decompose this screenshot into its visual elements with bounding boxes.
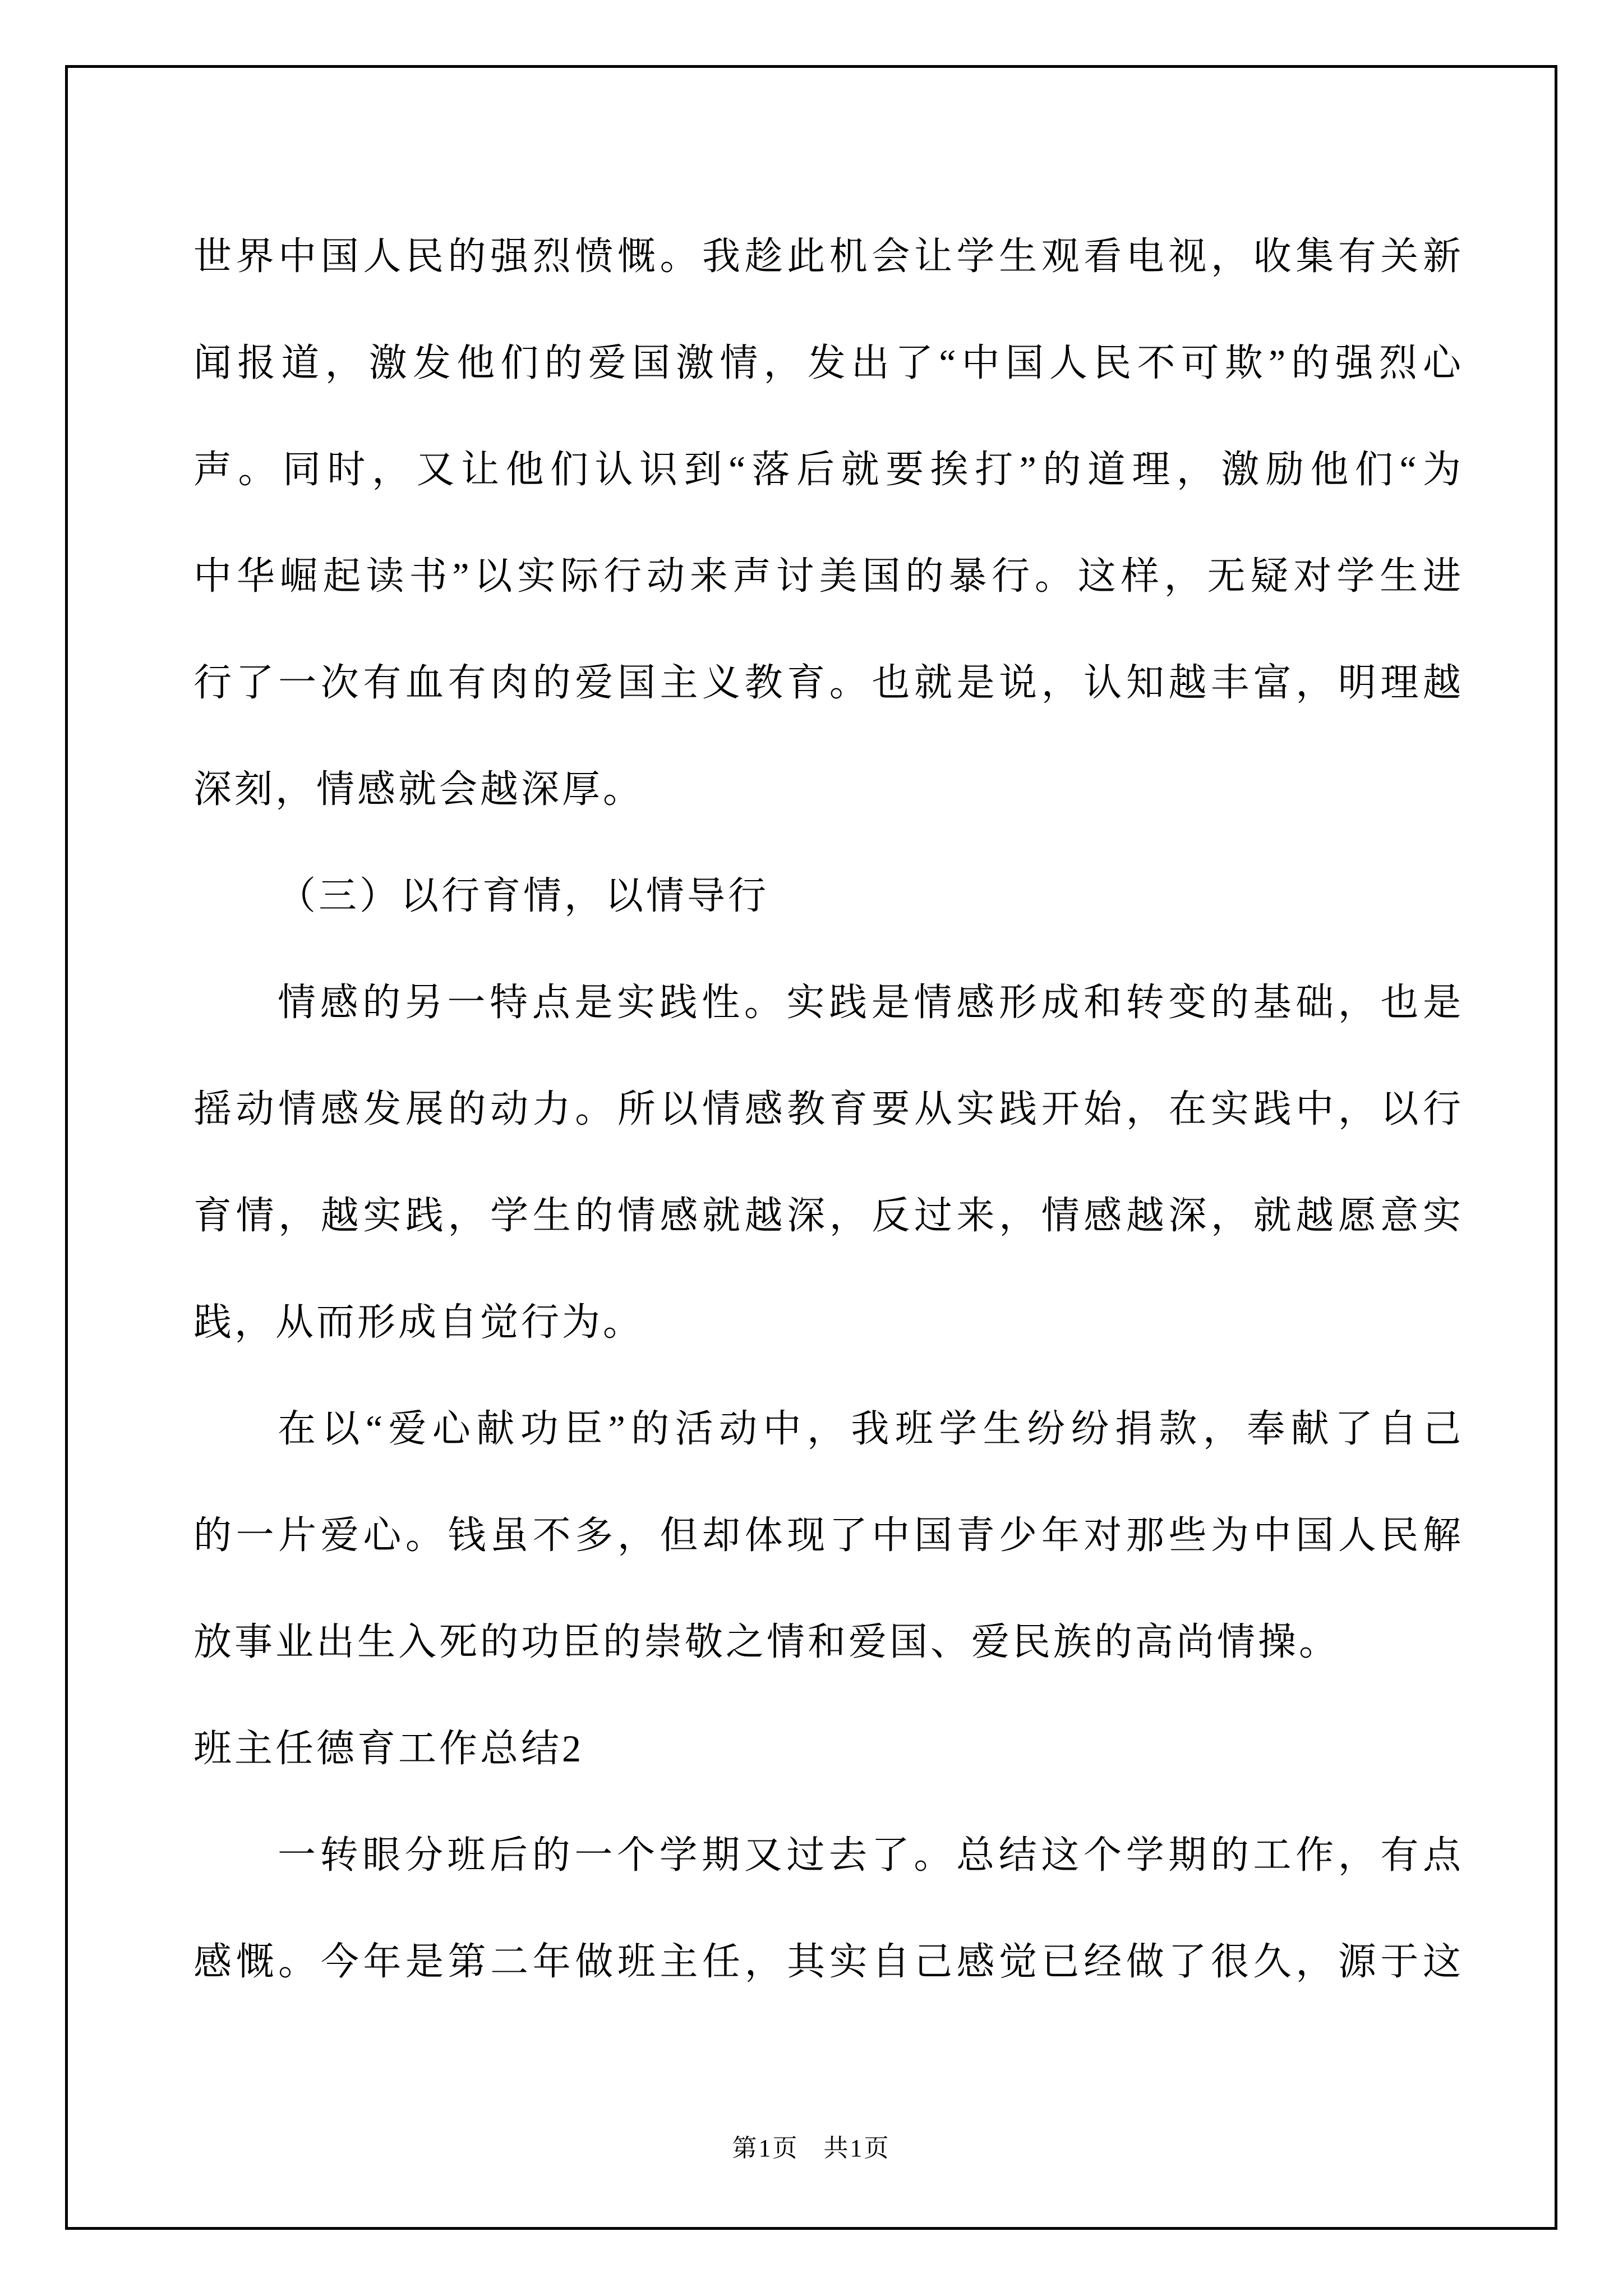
text-line: 践，从而形成自觉行为。 <box>193 1301 644 1343</box>
text-line: 声。同时，又让他们认识到“落后就要挨打”的道理，激励他们“为 <box>193 448 1464 491</box>
subsection-heading: （三）以行育情，以情导行 <box>278 875 769 917</box>
text-line: 情感的另一特点是实践性。实践是情感形成和转变的基础，也是 <box>278 981 1464 1024</box>
text-line: 闻报道，激发他们的爱国激情，发出了“中国人民不可欺”的强烈心 <box>193 342 1464 384</box>
page-count-label: 共1页 <box>823 2134 891 2162</box>
text-line: 育情，越实践，学生的情感就越深，反过来，情感越深，就越愿意实 <box>193 1194 1464 1237</box>
text-line: 放事业出生入死的功臣的崇敬之情和爱国、爱民族的高尚情操。 <box>193 1621 1340 1663</box>
page-number-footer <box>66 2128 1556 2164</box>
text-line: 的一片爱心。钱虽不多，但却体现了中国青少年对那些为中国人民解 <box>193 1514 1464 1557</box>
page-number-label: 第1页 <box>732 2134 799 2162</box>
text-line: 摇动情感发展的动力。所以情感教育要从实践开始，在实践中，以行 <box>193 1088 1464 1130</box>
text-line: 感慨。今年是第二年做班主任，其实自己感觉已经做了很久，源于这 <box>193 1940 1464 1983</box>
text-line: 深刻，情感就会越深厚。 <box>193 768 644 811</box>
text-line: 一转眼分班后的一个学期又过去了。总结这个学期的工作，有点 <box>278 1834 1464 1876</box>
document-body <box>193 203 1464 2015</box>
text-line: 在以“爱心献功臣”的活动中，我班学生纷纷捐款，奉献了自己 <box>278 1407 1464 1450</box>
text-line: 行了一次有血有肉的爱国主义教育。也就是说，认知越丰富，明理越 <box>193 661 1464 704</box>
text-line: 中华崛起读书”以实际行动来声讨美国的暴行。这样，无疑对学生进 <box>193 555 1464 597</box>
text-line: 世界中国人民的强烈愤慨。我趁此机会让学生观看电视，收集有关新 <box>193 235 1464 278</box>
section-heading: 班主任德育工作总结2 <box>193 1727 584 1770</box>
